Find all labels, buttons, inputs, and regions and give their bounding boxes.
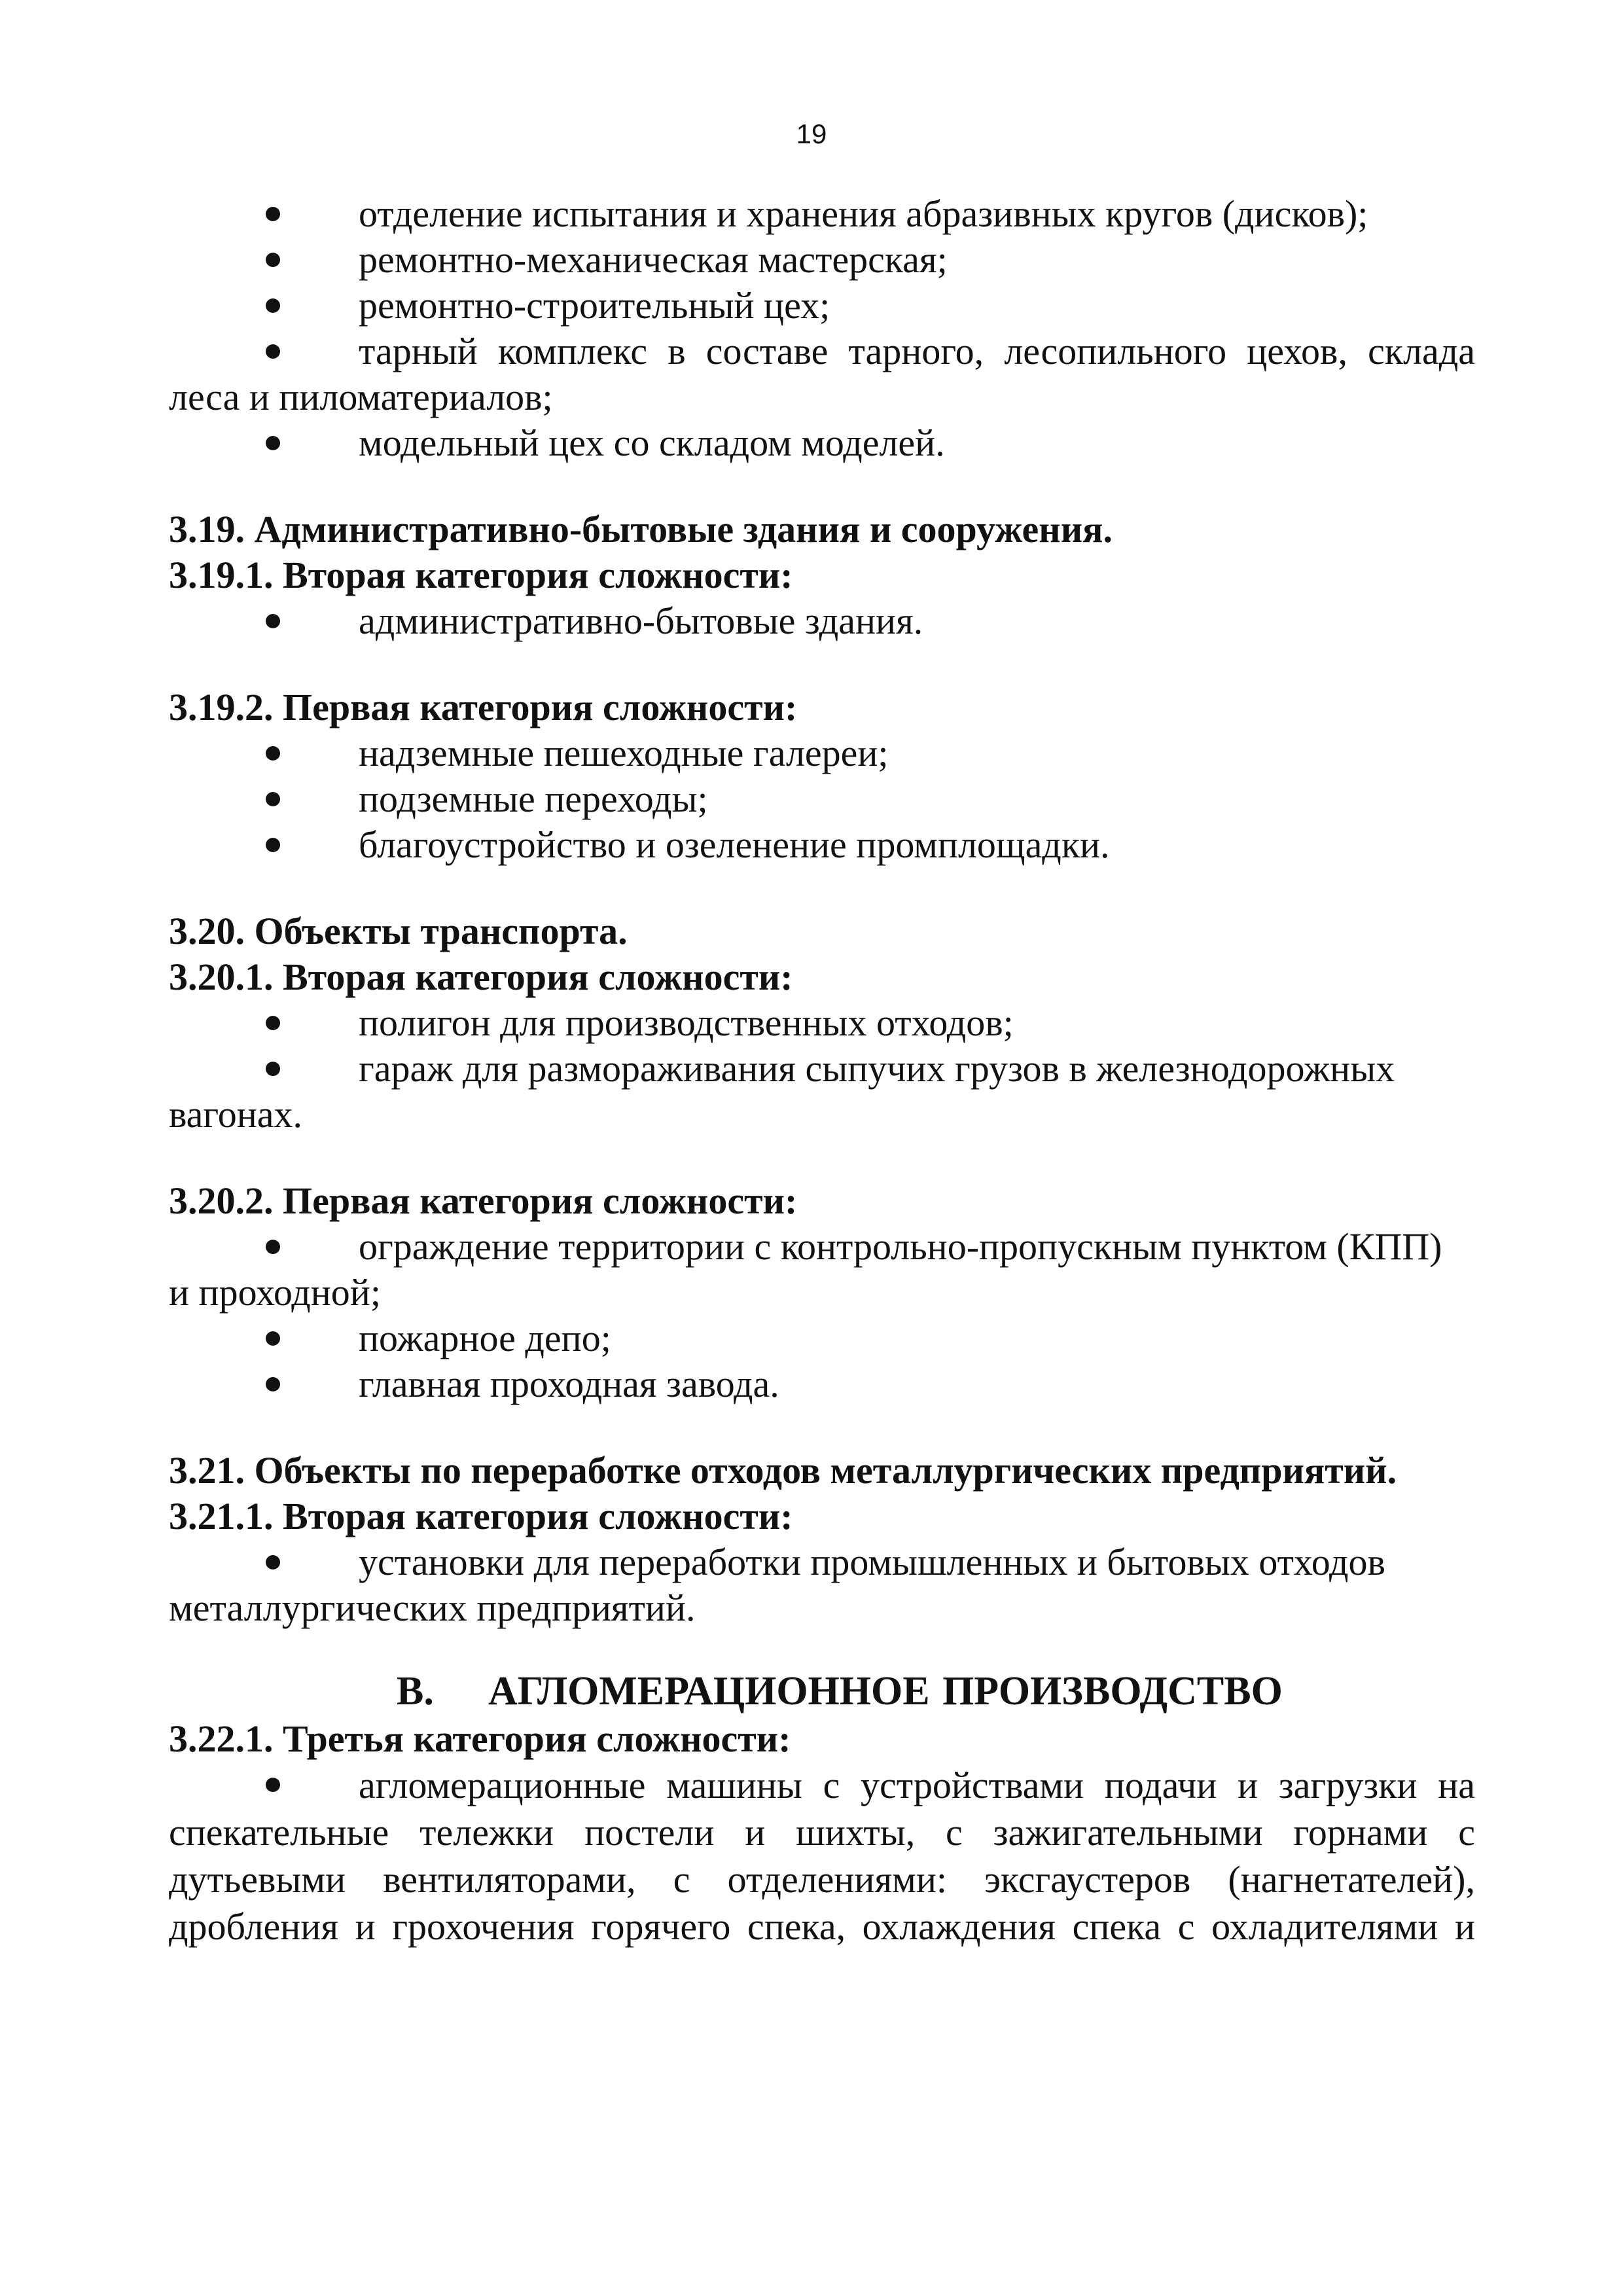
bullet-icon [266, 792, 280, 806]
page-number: 19 [796, 118, 827, 149]
list-item: установки для переработки промышленных и бытовых отходов металлургических предприятий. [169, 1541, 1385, 1629]
subsection-heading: 3.19.2. Первая категория сложности: [169, 686, 798, 728]
subsection-heading: 3.20.2. Первая категория сложности: [169, 1179, 798, 1222]
document-body [169, 191, 1475, 1950]
chapter-letter: В. [397, 1669, 434, 1713]
section-heading: 3.19. Административно-бытовые здания и сооружения. [169, 508, 1113, 550]
bullet-icon [266, 1240, 280, 1254]
list-item: ремонтно-строительный цех; [169, 283, 1475, 329]
section-heading: 3.21. Объекты по переработке отходов металлургических предприятий. [169, 1449, 1397, 1492]
bullet-icon [266, 746, 280, 761]
list-item: главная проходная завода. [169, 1361, 1475, 1407]
list-item: подземные переходы; [169, 776, 1475, 822]
bullet-icon [266, 1555, 280, 1570]
bullet-icon [266, 253, 280, 267]
subsection-heading: 3.21.1. Вторая категория сложности: [169, 1495, 793, 1537]
list-item: гараж для размораживания сыпучих грузов в железнодорожных вагонах. [169, 1047, 1395, 1136]
bullet-icon [266, 1377, 280, 1391]
list-item: тарный комплекс в составе тарного, лесопильного цехов, склада леса и пиломатериалов; [169, 330, 1475, 418]
list-item: ограждение территории с контрольно-пропускным пунктом (КПП) и проходной; [169, 1225, 1442, 1314]
bullet-icon [266, 614, 280, 628]
list-item: надземные пешеходные галереи; [169, 730, 1475, 776]
list-item: модельный цех со складом моделей. [169, 420, 1475, 466]
section-heading: 3.20. Объекты транспорта. [169, 910, 628, 952]
list-item: ремонтно-механическая мастерская; [169, 237, 1475, 283]
bullet-icon [266, 1016, 280, 1030]
list-item: агломерационные машины с устройствами подачи и загрузки на спекательные тележки постели и шихты, с зажигательными горнами с дутьевыми вентиляторами, с отделениями: эксгаустеров (нагнетателей), дробления и грохочения горячего спека, охлаждения спека с охладителями и [169, 1764, 1475, 1948]
bullet-icon [266, 1331, 280, 1346]
bullet-icon [266, 1778, 280, 1792]
subsection-heading: 3.19.1. Вторая категория сложности: [169, 554, 793, 596]
bullet-icon [266, 298, 280, 313]
bullet-icon [266, 344, 280, 359]
list-item: административно-бытовые здания. [169, 598, 1475, 644]
bullet-icon [266, 436, 280, 450]
list-item: благоустройство и озеленение промплощадки. [169, 822, 1475, 868]
bullet-icon [266, 838, 280, 852]
list-item: полигон для производственных отходов; [169, 1000, 1475, 1046]
chapter-title-text: АГЛОМЕРАЦИОННОЕ ПРОИЗВОДСТВО [488, 1669, 1283, 1713]
bullet-icon [266, 1062, 280, 1076]
bullet-icon [266, 207, 280, 221]
subsection-heading: 3.20.1. Вторая категория сложности: [169, 956, 793, 998]
list-item: отделение испытания и хранения абразивных кругов (дисков); [169, 191, 1475, 237]
chapter-title [169, 1666, 1475, 1716]
subsection-heading: 3.22.1. Третья категория сложности: [169, 1717, 791, 1760]
list-item: пожарное депо; [169, 1316, 1475, 1361]
